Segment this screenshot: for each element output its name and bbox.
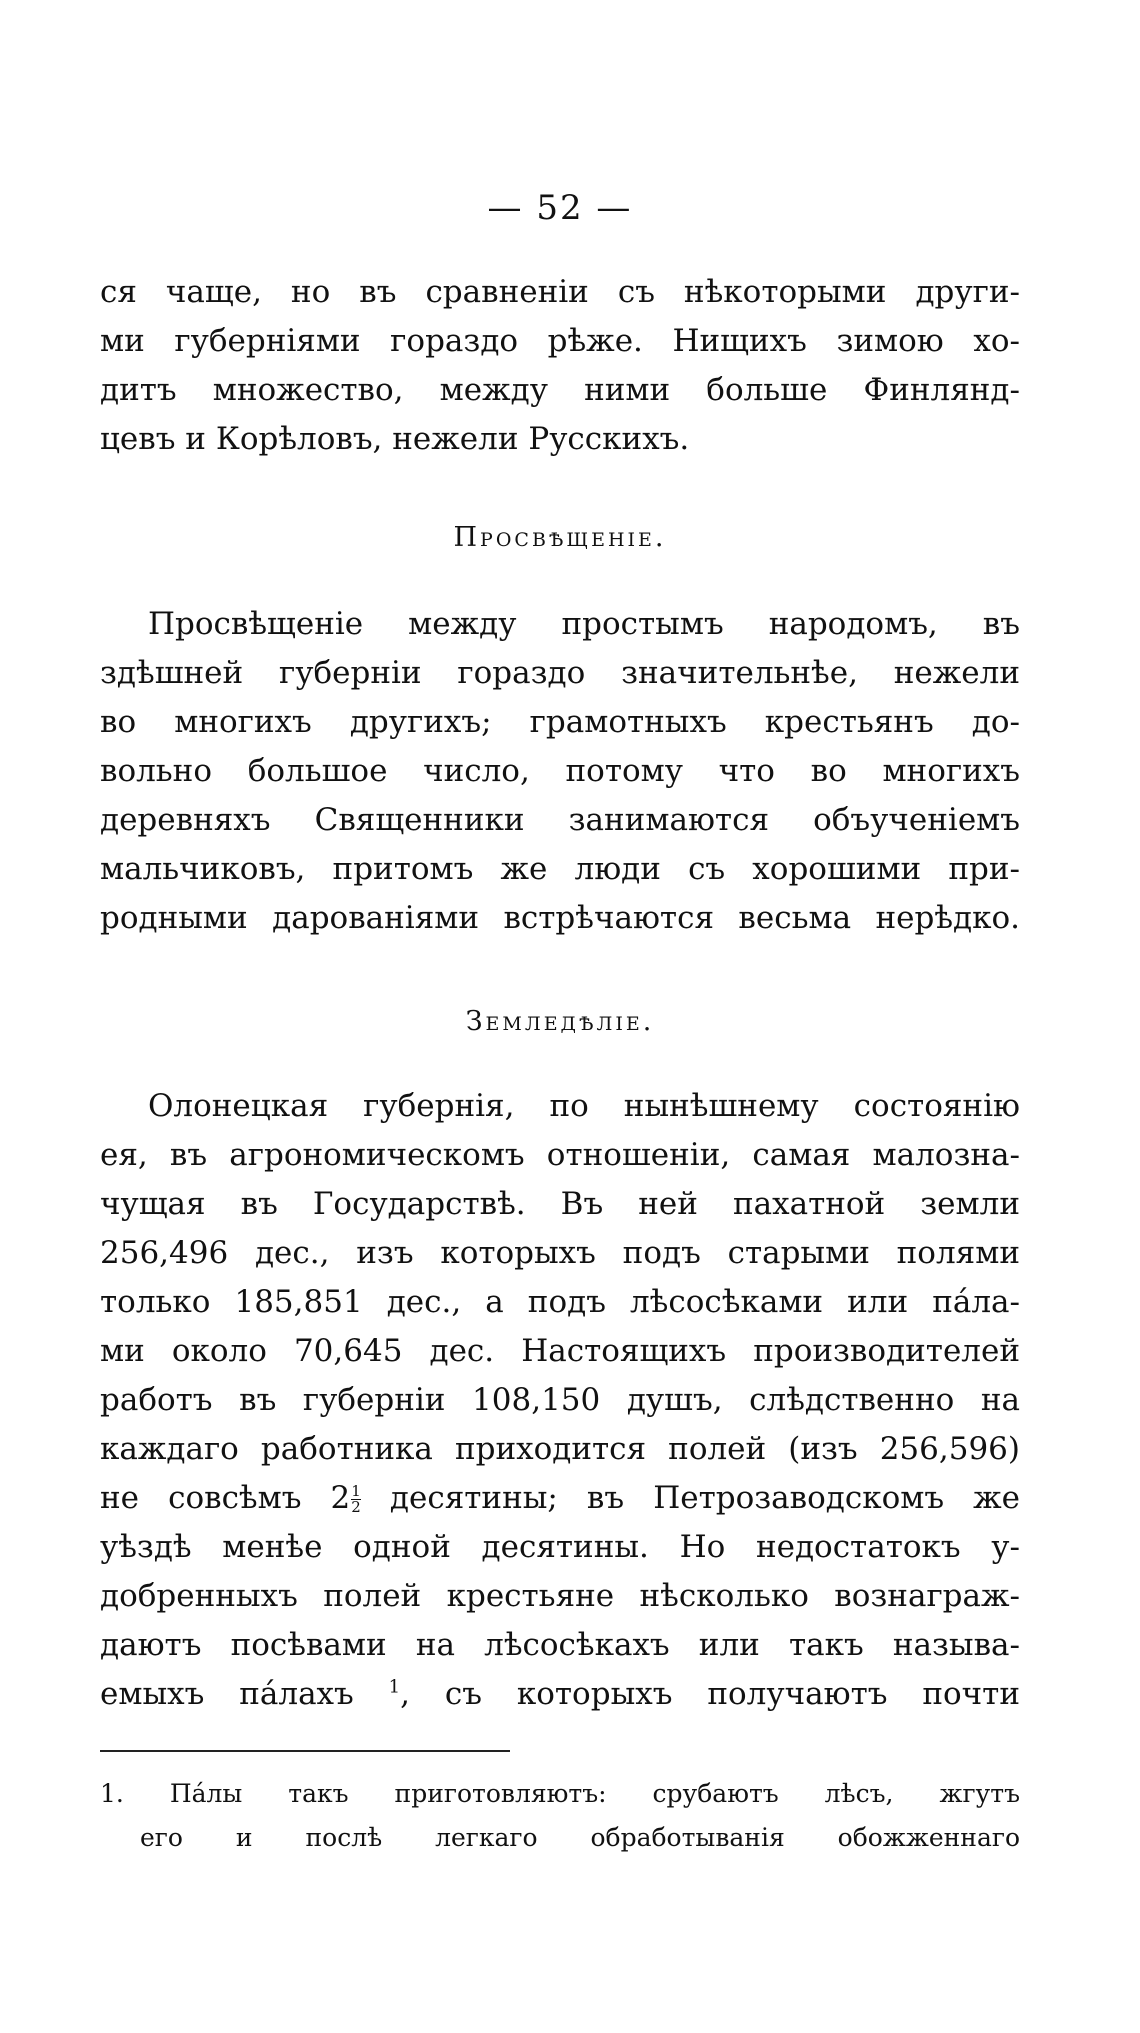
zemledelie-paragraph [100, 1082, 1020, 1719]
text-segment: , съ которыхъ получаютъ почти [400, 1676, 1020, 1712]
text-line: ми около 70,645 дес. Настоящихъ производителей [100, 1333, 1020, 1369]
text-line: каждаго работника приходится полей (изъ 256,596) [100, 1431, 1020, 1467]
intro-paragraph [100, 268, 1020, 464]
text-line: ея, въ агрономическомъ отношеніи, самая малозна- [100, 1137, 1020, 1173]
text-line: здѣшней губерніи гораздо значительнѣе, нежели [100, 655, 1020, 691]
section-heading-zemledelie: Земледѣліе. [465, 1006, 655, 1037]
prosveshchenie-paragraph [100, 600, 1020, 943]
text-line: вольно большое число, потому что во многихъ [100, 753, 1020, 789]
book-page [100, 0, 1020, 2033]
page-number: — 52 — [487, 188, 633, 228]
text-segment: емыхъ пáлахъ [100, 1676, 389, 1712]
text-line: даютъ посѣвами на лѣсосѣкахъ или такъ называ- [100, 1627, 1020, 1663]
text-segment: десятины; въ Петрозаводскомъ же [360, 1480, 1021, 1516]
text-line: мальчиковъ, притомъ же люди съ хорошими при- [100, 851, 1020, 887]
text-line: только 185,851 дес., а подъ лѣсосѣками или пáла- [100, 1284, 1020, 1320]
text-line: родными дарованіями встрѣчаются весьма нерѣдко. [100, 900, 1020, 936]
section-heading-prosveshchenie: Просвѣщеніе. [453, 522, 667, 553]
text-line: Олонецкая губернія, по нынѣшнему состоянію [148, 1088, 1020, 1124]
text-line: работъ въ губерніи 108,150 душъ, слѣдственно на [100, 1382, 1020, 1418]
text-line: дитъ множество, между ними больше Финлянд- [100, 372, 1020, 408]
footnote [100, 1772, 1020, 1860]
text-line-with-fraction [100, 1474, 1020, 1523]
fraction [351, 1484, 361, 1515]
text-line-with-footnote-ref [100, 1670, 1020, 1719]
text-line: добренныхъ полей крестьяне нѣсколько вознаграж- [100, 1578, 1020, 1614]
text-line: Просвѣщеніе между простымъ народомъ, въ [148, 606, 1020, 642]
footnote-line: 1. Пáлы такъ приготовляютъ: срубаютъ лѣсъ, жгутъ [100, 1779, 1020, 1808]
footnote-reference[interactable]: 1 [388, 1676, 401, 1698]
text-line: во многихъ другихъ; грамотныхъ крестьянъ до- [100, 704, 1020, 740]
text-line: деревняхъ Священники занимаются объученіемъ [100, 802, 1020, 838]
text-line: ми губерніями гораздо рѣже. Нищихъ зимою хо- [100, 323, 1020, 359]
fraction-numerator: 1 [351, 1482, 361, 1500]
text-line: цевъ и Корѣловъ, нежели Русскихъ. [100, 421, 690, 457]
text-line: ся чаще, но въ сравненіи съ нѣкоторыми други- [100, 274, 1020, 310]
text-line: 256,496 дес., изъ которыхъ подъ старыми полями [100, 1235, 1020, 1271]
footnote-divider [100, 1750, 510, 1752]
footnote-line: его и послѣ легкаго обработыванія обожженнаго [140, 1823, 1020, 1852]
text-line: уѣздѣ менѣе одной десятины. Но недостатокъ у- [100, 1529, 1020, 1565]
text-line: чущая въ Государствѣ. Въ ней пахатной земли [100, 1186, 1020, 1222]
fraction-denominator: 2 [351, 1498, 361, 1516]
text-segment: не совсѣмъ 2 [100, 1480, 351, 1516]
